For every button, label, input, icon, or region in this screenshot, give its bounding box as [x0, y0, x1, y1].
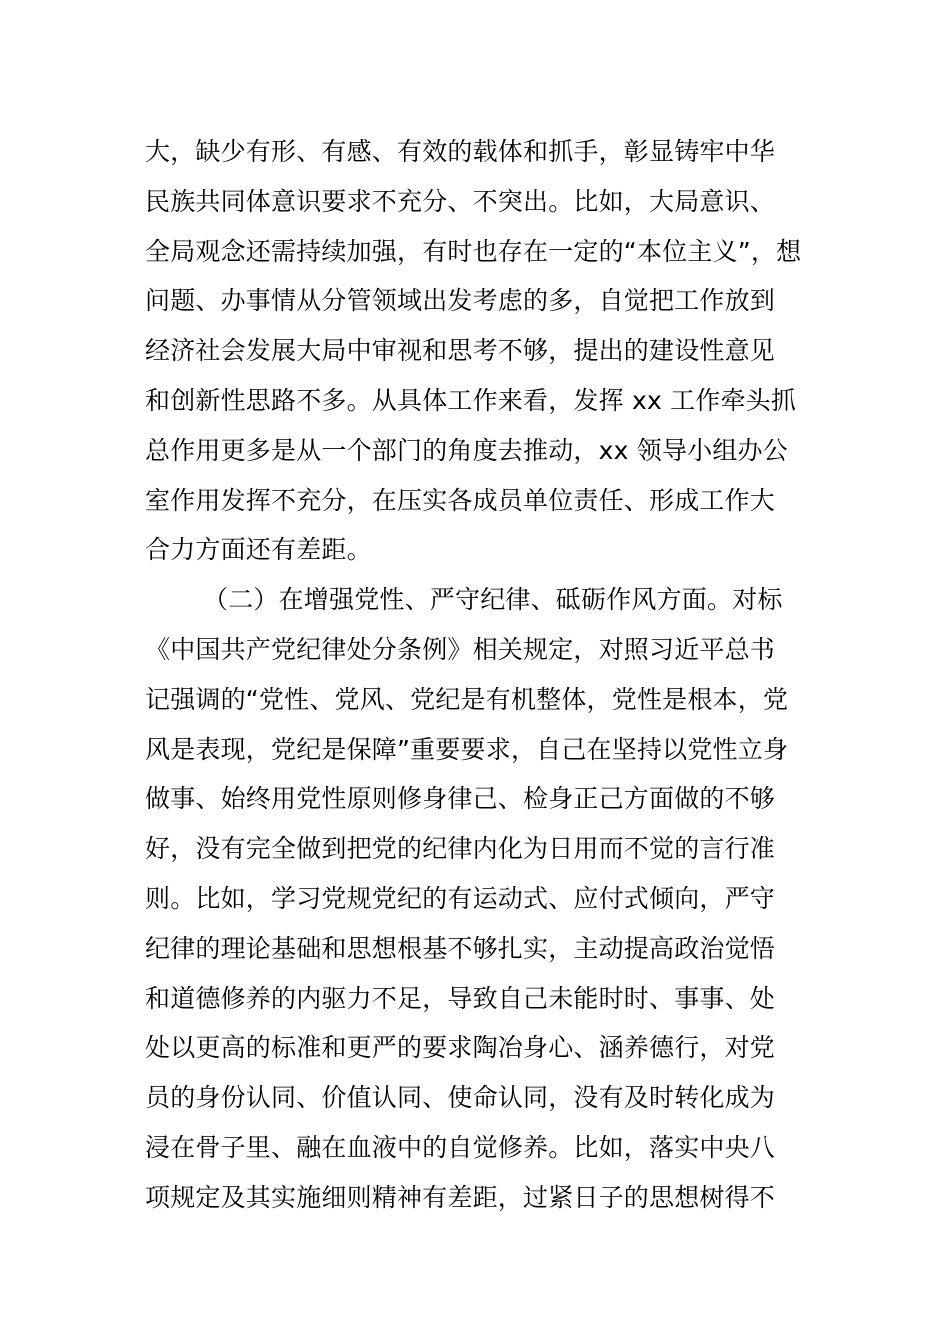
- text-line: 处以更高的标准和更严的要求陶冶身心、涵养德行，对党: [145, 1033, 776, 1063]
- text-line: 全局观念还需持续加强，有时也存在一定的“本位主义”，想: [145, 236, 802, 266]
- section-heading-line: （二）在增强党性、严守纪律、砥砺作风方面。对标: [203, 585, 783, 615]
- text-line: 做事、始终用党性原则修身律己、检身正己方面做的不够: [145, 784, 776, 814]
- text-line: 浸在骨子里、融在血液中的自觉修养。比如，落实中央八: [145, 1132, 776, 1162]
- text-line: 民族共同体意识要求不充分、不突出。比如，大局意识、: [145, 186, 776, 216]
- text-line: 风是表现，党纪是保障”重要要求，自己在坚持以党性立身: [145, 734, 789, 764]
- text-line: 则。比如，学习党规党纪的有运动式、应付式倾向，严守: [145, 883, 776, 913]
- text-line: 员的身份认同、价值认同、使命认同，没有及时转化成为: [145, 1083, 776, 1113]
- text-line: 纪律的理论基础和思想根基不够扎实，主动提高政治觉悟: [145, 933, 776, 963]
- text-line: 经济社会发展大局中审视和思考不够，提出的建设性意见: [145, 336, 776, 366]
- text-line: 室作用发挥不充分，在压实各成员单位责任、形成工作大: [145, 485, 776, 515]
- text-line: 好，没有完全做到把党的纪律内化为日用而不觉的言行准: [145, 834, 776, 864]
- text-line: 记强调的“党性、党风、党纪是有机整体，党性是根本，党: [145, 684, 789, 714]
- text-line: 总作用更多是从一个部门的角度去推动，xx 领导小组办公: [145, 435, 788, 465]
- document-body: [145, 127, 825, 1223]
- text-line: 《中国共产党纪律处分条例》相关规定，对照习近平总书: [145, 634, 776, 664]
- text-line: 合力方面还有差距。: [145, 535, 372, 565]
- text-line: 和创新性思路不多。从具体工作来看，发挥 xx 工作牵头抓: [145, 385, 797, 415]
- text-line: 和道德修养的内驱力不足，导致自己未能时时、事事、处: [145, 983, 776, 1013]
- text-line: 大，缺少有形、有感、有效的载体和抓手，彰显铸牢中华: [145, 137, 776, 166]
- text-line: 问题、办事情从分管领域出发考虑的多，自觉把工作放到: [145, 286, 776, 316]
- text-line: 项规定及其实施细则精神有差距，过紧日子的思想树得不: [145, 1182, 776, 1212]
